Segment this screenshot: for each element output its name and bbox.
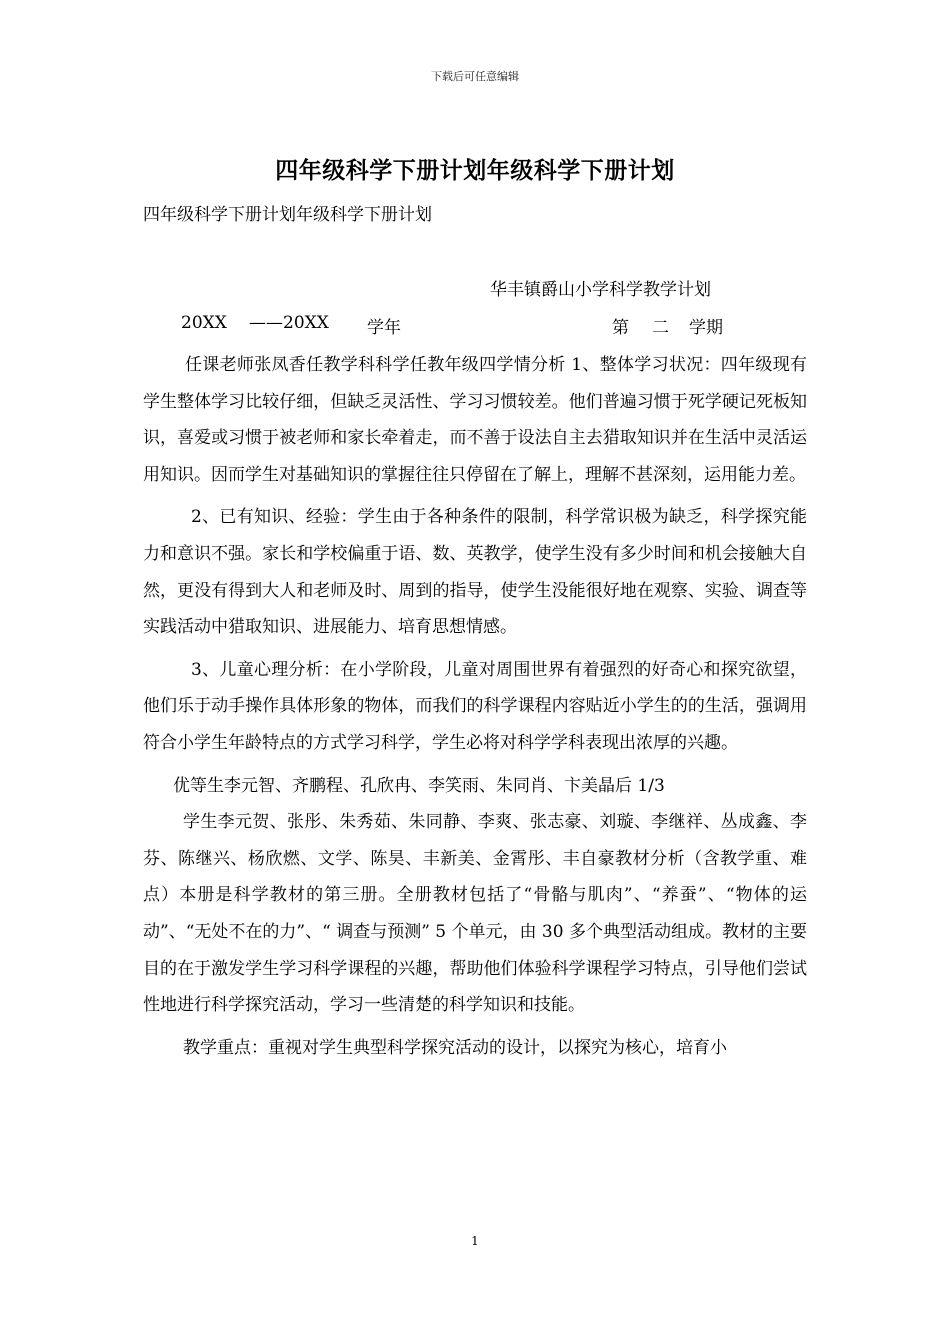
year-word: 学年 [367,318,401,338]
year-end: ——20XX [249,313,329,333]
header-note: 下载后可任意编辑 [431,70,519,83]
paragraph-teaching-focus: 教学重点：重视对学生典型科学探究活动的设计，以探究为核心，培育小 [183,1037,727,1058]
document-subtitle: 四年级科学下册计划年级科学下册计划 [143,205,432,225]
paragraph-top-students: 优等生李元智、齐鹏程、孔欣冉、李笑雨、朱同肖、卞美晶后 1/3 [173,775,665,796]
paragraph-learning-status: 任课老师张凤香任教学科科学任教年级四学情分析 1、整体学习状况：四年级现有学生整体学习比较仔细，但缺乏灵活性、学习习惯较差。他们普遍习惯于死学硬记死板知识，喜爱或习惯于被老师和家长牵着走，而不善于设法自主去猎取知识并在生活中灵活运用知识。因而学生对基础知识的掌握往往只停留在了解上，理解不甚深刻，运用能力差。 [143,355,807,485]
document-title: 四年级科学下册计划年级科学下册计划 [275,157,675,184]
paragraph-child-psychology: 3、儿童心理分析：在小学阶段，儿童对周围世界有着强烈的好奇心和探究欲望，他们乐于动手操作具体形象的物体，而我们的科学课程内容贴近小学生的的生活，强调用符合小学生年龄特点的方式学习科学，学生必将对科学学科表现出浓厚的兴趣。 [143,659,807,753]
year-start: 20XX [181,313,227,333]
term-word: 学期 [689,318,723,338]
term-row [143,313,803,337]
paragraph-existing-knowledge: 2、已有知识、经验：学生由于各种条件的限制，科学常识极为缺乏，科学探究能力和意识不强。家长和学校偏重于语、数、英教学，使学生没有多少时间和机会接触大自然，更没有得到大人和老师及时、周到的指导，使学生没能很好地在观察、实验、调查等实践活动中猎取知识、进展能力、培育思想情感。 [143,507,807,638]
term-number: 二 [652,318,669,338]
term-prefix: 第 [612,318,629,338]
page-number: 1 [471,1234,479,1248]
paragraph-textbook-analysis: 学生李元贺、张彤、朱秀茹、朱同静、李爽、张志豪、刘璇、李继祥、丛成鑫、李芬、陈继兴、杨欣燃、文学、陈昊、丰新美、金霄彤、丰自豪教材分析（含教学重、难点）本册是科学教材的第三册。全册教材包括了“骨骼与肌肉”、“养蚕”、“物体的运动”、“无处不在的力”、“ 调查与预测” 5 个单元，由 30 多个典型活动组成。教材的主要目的在于激发学生学习科学课程的兴趣，帮助他们体验科学课程学习特点，引导他们尝试性地进行科学探究活动，学习一些清楚的科学知识和技能。 [143,812,807,1016]
body-text [143,347,807,1066]
school-plan-heading: 华丰镇爵山小学科学教学计划 [490,280,711,300]
